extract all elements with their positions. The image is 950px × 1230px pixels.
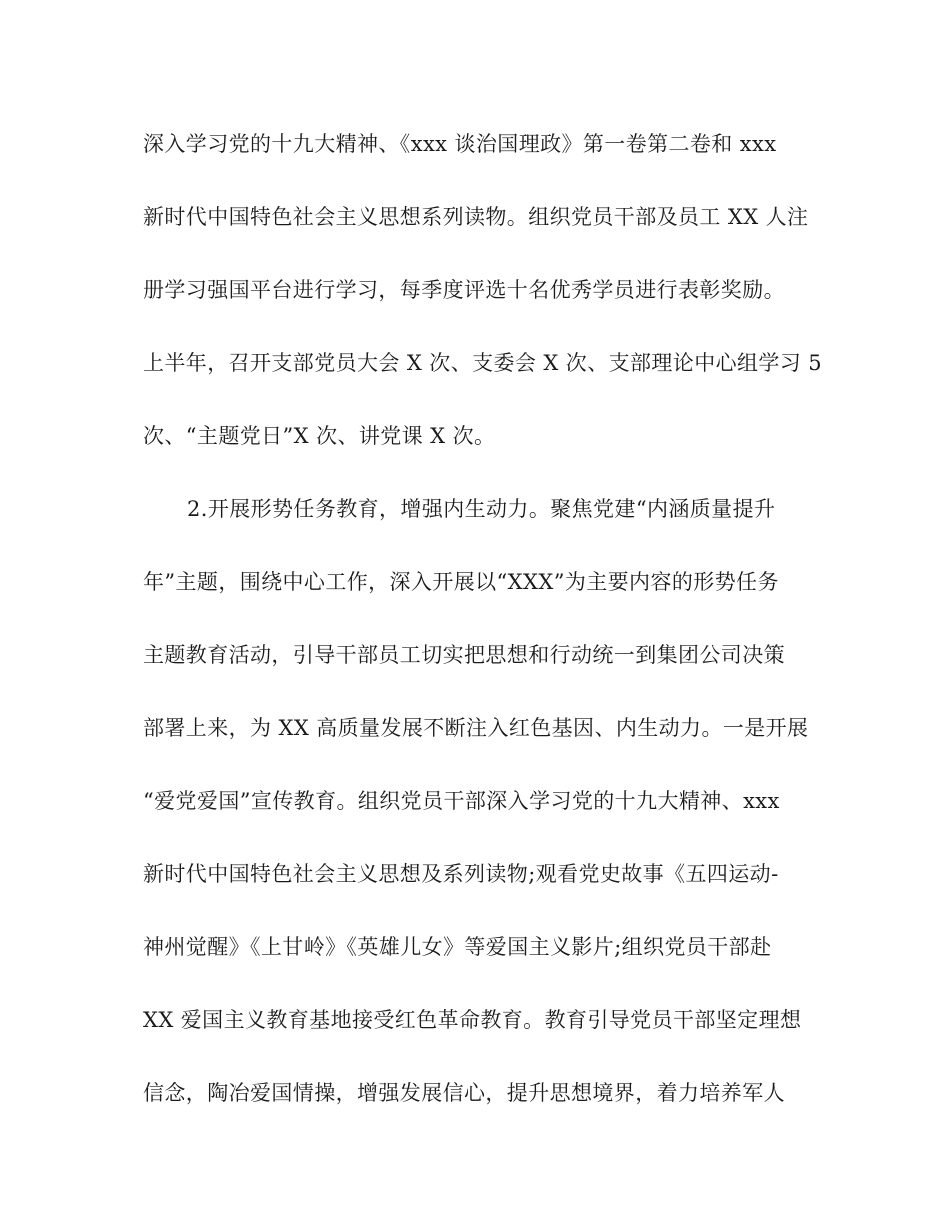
paragraph-line: 年”主题，围绕中心工作，深入开展以“XXX”为主要内容的形势任务: [143, 570, 779, 594]
paragraph-line: 新时代中国特色社会主义思想系列读物。组织党员干部及员工 XX 人注: [143, 205, 809, 229]
paragraph-line: 新时代中国特色社会主义思想及系列读物;观看党史故事《五四运动-: [143, 862, 779, 886]
paragraph-line: 信念，陶冶爱国情操，增强发展信心，提升思想境界，着力培养军人: [143, 1081, 785, 1105]
paragraph-line: XX 爱国主义教育基地接受红色革命教育。教育引导党员干部坚定理想: [143, 1008, 802, 1032]
paragraph-line: 深入学习党的十九大精神、《xxx 谈治国理政》第一卷第二卷和 xxx: [143, 132, 777, 156]
paragraph-line: 主题教育活动，引导干部员工切实把思想和行动统一到集团公司决策: [143, 643, 785, 667]
paragraph-line: “爱党爱国”宣传教育。组织党员干部深入学习党的十九大精神、xxx: [143, 789, 780, 813]
paragraph-line: 次、“主题党日”X 次、讲党课 X 次。: [143, 424, 496, 448]
paragraph-line: 部署上来，为 XX 高质量发展不断注入红色基因、内生动力。一是开展: [143, 716, 809, 740]
paragraph-line: 册学习强国平台进行学习，每季度评选十名优秀学员进行表彰奖励。: [143, 278, 785, 302]
paragraph-line: 神州觉醒》《上甘岭》《英雄儿女》等爱国主义影片;组织党员干部赴: [143, 935, 772, 959]
paragraph-line: 上半年，召开支部党员大会 X 次、支委会 X 次、支部理论中心组学习 5: [143, 351, 823, 375]
section-heading-line: 2.开展形势任务教育，增强内生动力。聚焦党建“内涵质量提升: [187, 497, 776, 521]
